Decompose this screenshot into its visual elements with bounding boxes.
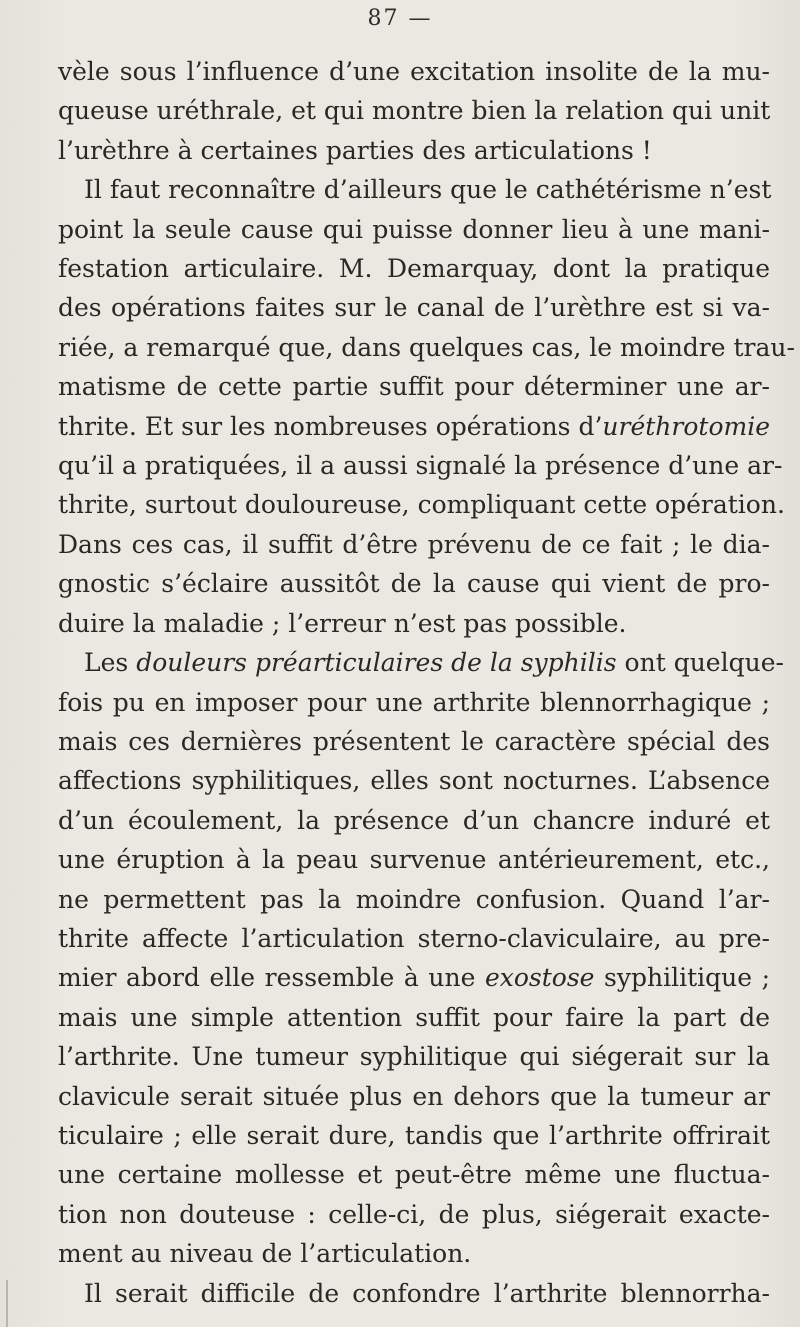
text-line: thrite affecte l’articulation sterno-claviculaire, au pre- [58, 923, 770, 953]
text-line: ticulaire ; elle serait dure, tandis que l’arthrite offrirait [58, 1120, 770, 1150]
text-segment: Les [84, 648, 137, 678]
page-number: 87 — [367, 6, 433, 31]
text-line [58, 958, 770, 997]
italic-term: douleurs préarticulaires de la syphilis [136, 648, 617, 678]
text-line: festation articulaire. M. Demarquay, dont la pratique [58, 254, 770, 284]
text-line [58, 407, 770, 446]
body-text [58, 52, 795, 1313]
text-line: vèle sous l’influence d’une excitation insolite de la mu- [58, 57, 770, 86]
text-line: mais ces dernières présentent le caractère spécial des [58, 726, 770, 756]
text-line: Il serait difficile de confondre l’arthrite blennorrha- [84, 1278, 770, 1308]
text-line: une éruption à la peau survenue antérieurement, etc., [58, 845, 770, 875]
text-line: l’urèthre à certaines parties des articulations ! [58, 135, 652, 165]
text-line: riée, a remarqué que, dans quelques cas, le moindre trau- [58, 332, 795, 362]
text-line: qu’il a pratiquées, il a aussi signalé la présence d’une ar- [58, 451, 783, 481]
text-line: gnostic s’éclaire aussitôt de la cause qui vient de pro- [58, 569, 770, 599]
text-line: d’un écoulement, la présence d’un chancre induré et [58, 805, 770, 835]
text-segment: ont quelque- [616, 648, 784, 678]
text-line: ne permettent pas la moindre confusion. Quand l’ar- [58, 884, 770, 914]
text-line: Il faut reconnaître d’ailleurs que le cathétérisme n’est [84, 175, 772, 205]
text-line: l’arthrite. Une tumeur syphilitique qui siégerait sur la [58, 1042, 770, 1072]
text-line: duire la maladie ; l’erreur n’est pas possible. [58, 608, 627, 638]
text-line: thrite, surtout douloureuse, compliquant cette opération. [58, 490, 785, 520]
text-line: ment au niveau de l’articulation. [58, 1239, 472, 1269]
italic-term: uréthrotomie [602, 411, 770, 441]
text-line: queuse uréthrale, et qui montre bien la relation qui unit [58, 96, 771, 126]
text-line: tion non douteuse : celle-ci, de plus, siégerait exacte- [58, 1199, 770, 1229]
text-line: affections syphilitiques, elles sont nocturnes. L’absence [58, 766, 770, 796]
text-line: point la seule cause qui puisse donner lieu à une mani- [58, 214, 770, 244]
text-line: des opérations faites sur le canal de l’urèthre est si va- [58, 293, 770, 323]
text-line: clavicule serait située plus en dehors que la tumeur ar [58, 1081, 770, 1111]
text-segment: thrite. Et sur les nombreuses opérations d’ [58, 411, 603, 441]
text-segment: mier abord elle ressemble à une [58, 963, 485, 993]
text-line: fois pu en imposer pour une arthrite blennorrhagique ; [58, 687, 770, 717]
italic-term: exostose [484, 963, 595, 993]
text-line: Dans ces cas, il suffit d’être prévenu de ce fait ; le dia- [58, 529, 770, 559]
page-edge-mark [6, 1280, 8, 1327]
text-line [58, 643, 784, 682]
text-segment: syphilitique ; [594, 963, 770, 993]
text-line: une certaine mollesse et peut-être même une fluctua- [58, 1160, 770, 1190]
text-line: mais une simple attention suffit pour faire la part de [58, 1002, 770, 1032]
text-line: matisme de cette partie suffit pour déterminer une ar- [58, 372, 770, 402]
